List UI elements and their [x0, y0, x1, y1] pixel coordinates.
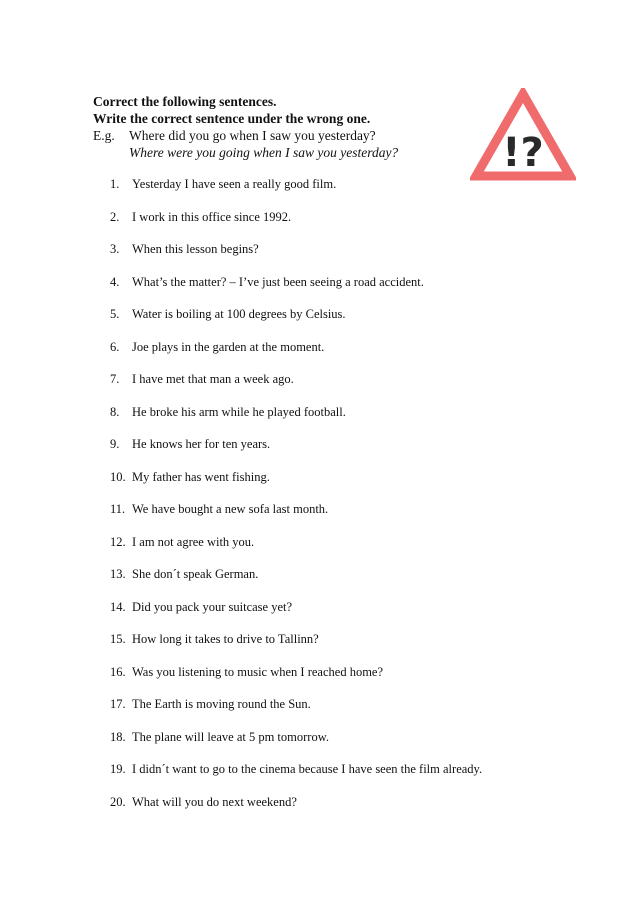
sentence-text: Was you listening to music when I reached home?: [132, 664, 384, 679]
sentence-item: [110, 761, 482, 794]
sentence-text: She don´t speak German.: [132, 567, 259, 581]
instruction-line-2: Write the correct sentence under the wrong one.: [93, 111, 371, 126]
sentence-text: The plane will leave at 5 pm tomorrow.: [132, 729, 330, 744]
warning-triangle-icon: [470, 88, 576, 182]
sentence-number: 19.: [110, 762, 126, 776]
sentence-item: [110, 469, 482, 502]
sentence-number: 13.: [110, 567, 126, 581]
sentence-number: 17.: [110, 697, 126, 711]
sentence-item: [110, 696, 482, 729]
sentence-item: [110, 599, 482, 632]
sentence-list: [110, 176, 482, 826]
sentence-text: What will you do next weekend?: [132, 794, 297, 809]
sentence-item: [110, 664, 482, 697]
sentence-number: 6.: [110, 339, 120, 354]
sentence-number: 11.: [110, 502, 126, 516]
sentence-text: He knows her for ten years.: [132, 437, 271, 451]
sentence-item: [110, 436, 482, 469]
sentence-text: How long it takes to drive to Tallinn?: [132, 632, 319, 646]
sentence-item: [110, 209, 482, 242]
sentence-item: [110, 404, 482, 437]
sentence-number: 20.: [110, 794, 126, 809]
sentence-number: 8.: [110, 404, 120, 419]
sentence-number: 18.: [110, 729, 126, 744]
sentence-item: [110, 241, 482, 274]
example-correct-sentence: Where were you going when I saw you yesterday?: [129, 145, 399, 160]
sentence-item: [110, 534, 482, 567]
sentence-number: 5.: [110, 307, 120, 321]
sentence-text: I have met that man a week ago.: [132, 372, 294, 386]
example-wrong-row: [93, 127, 473, 144]
sentence-text: Yesterday I have seen a really good film.: [132, 177, 337, 191]
sentence-item: [110, 501, 482, 534]
sentence-text: The Earth is moving round the Sun.: [132, 697, 311, 711]
sentence-text: Joe plays in the garden at the moment.: [132, 339, 325, 354]
warning-sign-text: !?: [502, 130, 544, 176]
sentence-number: 2.: [110, 209, 120, 224]
example-wrong-sentence: Where did you go when I saw you yesterday?: [129, 128, 376, 143]
instruction-line-1: Correct the following sentences.: [93, 94, 277, 109]
sentence-text: I am not agree with you.: [132, 534, 255, 549]
sentence-item: [110, 794, 482, 827]
sentence-text: When this lesson begins?: [132, 242, 259, 256]
example-label: E.g.: [93, 128, 115, 143]
sentence-item: [110, 306, 482, 339]
sentence-text: Water is boiling at 100 degrees by Celsius.: [132, 307, 346, 321]
sentence-number: 9.: [110, 437, 120, 451]
sentence-text: My father has went fishing.: [132, 469, 270, 484]
sentence-number: 15.: [110, 632, 126, 646]
sentence-item: [110, 274, 482, 307]
sentence-text: I didn´t want to go to the cinema because I have seen the film already.: [132, 762, 483, 776]
sentence-text: We have bought a new sofa last month.: [132, 502, 329, 516]
sentence-number: 4.: [110, 274, 120, 289]
sentence-item: [110, 339, 482, 372]
sentence-number: 3.: [110, 242, 120, 256]
sentence-item: [110, 566, 482, 599]
sentence-number: 1.: [110, 177, 120, 191]
sentence-number: 10.: [110, 469, 126, 484]
instructions-block: [93, 93, 473, 161]
sentence-text: He broke his arm while he played football.: [132, 404, 346, 419]
sentence-item: [110, 371, 482, 404]
sentence-text: What’s the matter? – I’ve just been seeing a road accident.: [132, 274, 424, 289]
sentence-text: I work in this office since 1992.: [132, 209, 292, 224]
sentence-text: Did you pack your suitcase yet?: [132, 599, 293, 614]
sentence-number: 14.: [110, 599, 126, 614]
sentence-number: 7.: [110, 372, 120, 386]
sentence-item: [110, 176, 482, 209]
sentence-number: 12.: [110, 534, 126, 549]
sentence-number: 16.: [110, 664, 126, 679]
sentence-item: [110, 729, 482, 762]
sentence-item: [110, 631, 482, 664]
